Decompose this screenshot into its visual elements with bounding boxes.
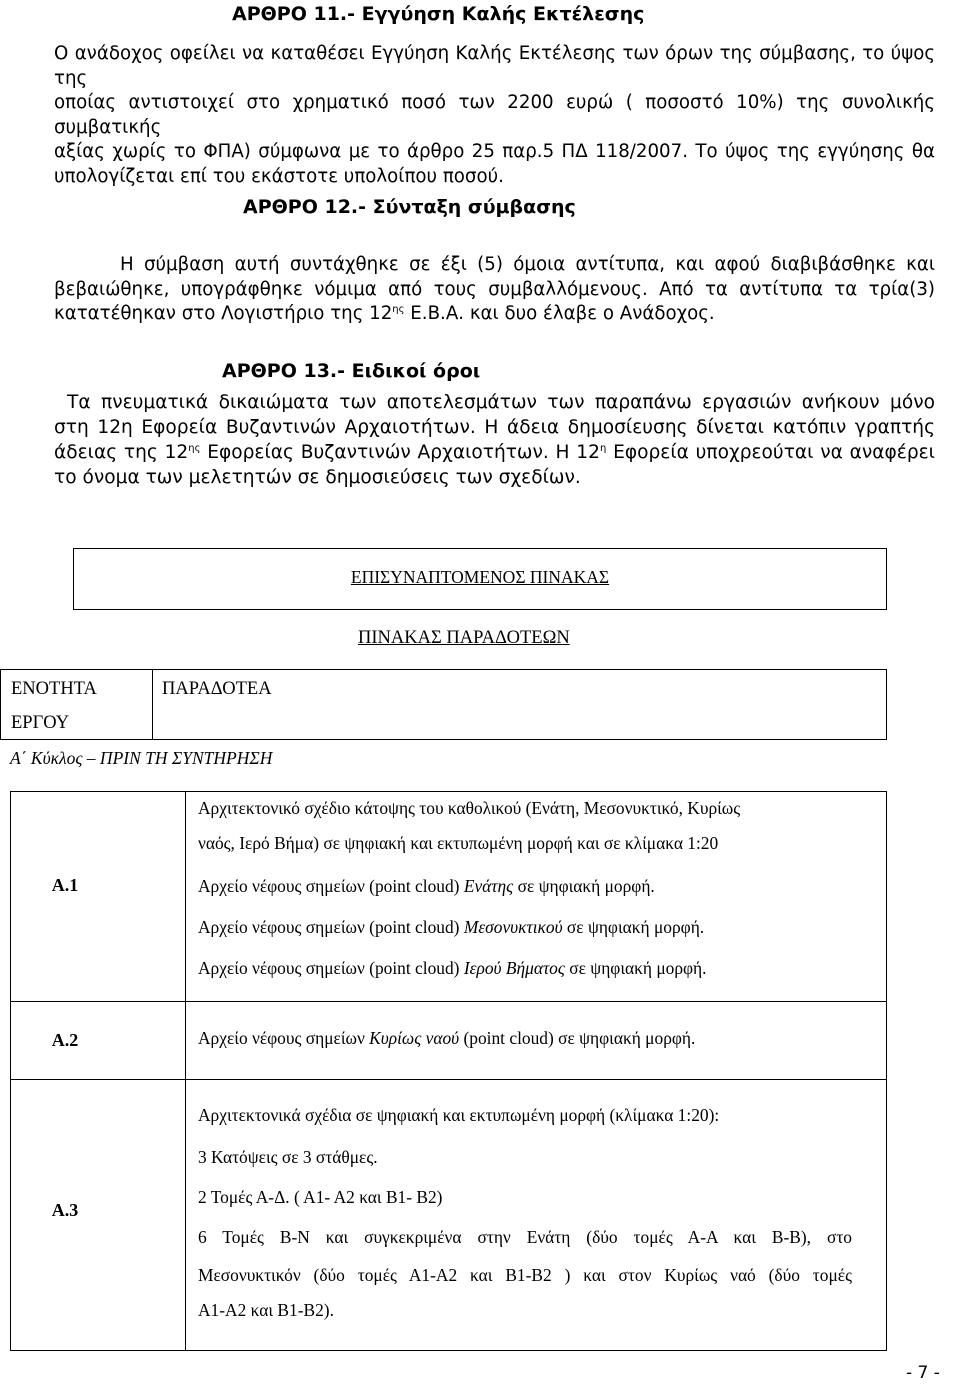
- article-13-line: στη 12η Εφορεία Βυζαντινών Αρχαιοτήτων. Η άδεια δημοσίευσης δίνεται κατόπιν γραπτής: [54, 417, 935, 438]
- a3-line: Α1-Α2 και Β1-Β2).: [198, 1300, 334, 1320]
- attached-table-title: ΕΠΙΣΥΝΑΠΤΟΜΕΝΟΣ ΠΙΝΑΚΑΣ: [350, 567, 610, 587]
- article-12-heading: ΑΡΘΡΟ 12.- Σύνταξη σύμβασης: [243, 196, 576, 218]
- a2-line: Αρχείο νέφους σημείων Κυρίως ναού (point cloud) σε ψηφιακή μορφή.: [198, 1028, 696, 1048]
- a1-line: Αρχείο νέφους σημείων (point cloud) Ιερού Βήματος σε ψηφιακή μορφή.: [198, 958, 707, 978]
- row-code-a1: Α.1: [51, 875, 79, 895]
- article-13-line: Τα πνευματικά δικαιώματα των αποτελεσμάτων των παραπάνω εργασιών ανήκουν μόνο: [67, 392, 935, 413]
- row-divider: [10, 1001, 887, 1002]
- a1-line: Αρχιτεκτονικό σχέδιο κάτοψης του καθολικού (Ενάτη, Μεσονυκτικό, Κυρίως: [198, 798, 741, 818]
- article-12-line: Η σύμβαση αυτή συντάχθηκε σε έξι (5) όμοια αντίτυπα, και αφού διαβιβάσθηκε και: [120, 254, 935, 275]
- article-13-body: [54, 390, 935, 490]
- table-header-unit: ΕΝΟΤΗΤΑ ΕΡΓΟΥ: [11, 679, 97, 733]
- deliverables-table-title: ΠΙΝΑΚΑΣ ΠΑΡΑΔΟΤΕΩΝ: [358, 628, 570, 648]
- a3-line: Μεσονυκτικόν (δύο τομές Α1-Α2 και Β1-Β2 ) και στον Κυρίως ναό (δύο τομές: [198, 1265, 852, 1285]
- cycle-label: Α΄ Κύκλος – ΠΡΙΝ ΤΗ ΣΥΝΤΗΡΗΣΗ: [10, 748, 273, 768]
- deliverables-column-divider: [185, 791, 186, 1351]
- a3-line: Αρχιτεκτονικά σχέδια σε ψηφιακή και εκτυπωμένη μορφή (κλίμακα 1:20):: [198, 1105, 720, 1125]
- article-12-line: βεβαιώθηκε, υπογράφθηκε νόμιμα από τους συμβαλλόμενους. Από τα αντίτυπα τα τρία(3): [54, 278, 935, 300]
- a3-line: 3 Κατόψεις σε 3 στάθμες.: [198, 1147, 378, 1167]
- article-11-line: οποίας αντιστοιχεί στο χρηματικό ποσό των 2200 ευρώ ( ποσοστό 10%) της συνολικής συμβατικής: [54, 92, 935, 138]
- a3-line: 6 Τομές Β-Ν και συγκεκριμένα στην Ενάτη (δύο τομές Α-Α και Β-Β), στο: [198, 1227, 852, 1247]
- article-11-line: υπολογίζεται επί του εκάστοτε υπολοίπου ποσού.: [54, 165, 504, 187]
- article-11-line: αξίας χωρίς το ΦΠΑ) σύμφωνα με το άρθρο 25 παρ.5 ΠΔ 118/2007. Το ύψος της εγγύησης θα: [54, 141, 935, 162]
- article-13-line: άδειας της $12^{\eta\varsigma}$ Εφορείας Βυζαντινών Αρχαιοτήτων. Η $12^\eta$ Εφορεία υποχρεούται να αναφέρει: [54, 442, 935, 463]
- a1-line: Αρχείο νέφους σημείων (point cloud) Μεσονυκτικού σε ψηφιακή μορφή.: [198, 917, 705, 937]
- table-header-deliverables: ΠΑΡΑΔΟΤΕΑ: [162, 679, 272, 699]
- article-13-heading: ΑΡΘΡΟ 13.- Ειδικοί όροι: [222, 360, 481, 382]
- article-11-body: [54, 42, 935, 189]
- a1-line: ναός, Ιερό Βήμα) σε ψηφιακή και εκτυπωμένη μορφή και σε κλίμακα 1:20: [198, 833, 719, 853]
- article-12-line: κατατέθηκαν στο Λογιστήριο της $12^{\eta\varsigma}$ Ε.Β.Α. και δυο έλαβε ο Ανάδοχος.: [54, 303, 715, 324]
- article-11-heading: ΑΡΘΡΟ 11.- Εγγύηση Καλής Εκτέλεσης: [232, 3, 645, 25]
- a1-line: Αρχείο νέφους σημείων (point cloud) Ενάτης σε ψηφιακή μορφή.: [198, 876, 655, 896]
- a3-line: 2 Τομές Α-Δ. ( Α1- Α2 και Β1- Β2): [198, 1187, 443, 1207]
- table-header-divider: [152, 669, 153, 740]
- article-11-line: Ο ανάδοχος οφείλει να καταθέσει Εγγύηση Καλής Εκτέλεσης των όρων της σύμβασης, το ύψος της: [54, 43, 935, 89]
- row-divider: [10, 1079, 887, 1080]
- row-code-a2: Α.2: [51, 1030, 79, 1050]
- article-13-line: το όνομα των μελετητών σε δημοσιεύσεις των σχεδίων.: [54, 467, 581, 488]
- article-12-body: [54, 253, 935, 327]
- table-header-row: [0, 669, 887, 740]
- page-number: - 7 -: [906, 1363, 940, 1383]
- row-code-a3: Α.3: [51, 1200, 79, 1220]
